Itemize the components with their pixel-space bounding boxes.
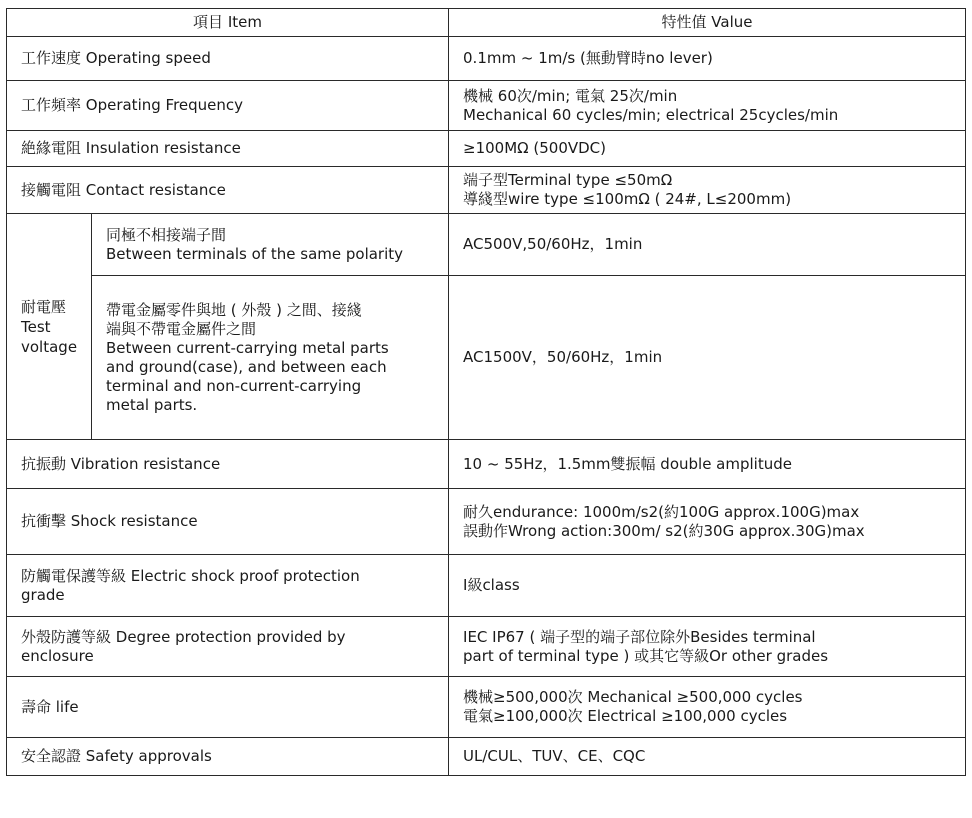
row-shock-proof-grade (7, 555, 966, 617)
item-same-polarity (92, 214, 449, 276)
item-line: 同極不相接端子間 (106, 225, 227, 244)
row-test-voltage-same-polarity (7, 214, 966, 276)
item-line: enclosure (21, 646, 94, 665)
value-shock-resistance (449, 489, 966, 555)
value-safety-approvals: UL/CUL、TUV、CE、CQC (449, 738, 966, 776)
value-same-polarity: AC500V,50/60Hz，1min (449, 214, 966, 276)
value-line: IEC IP67 ( 端子型的端子部位除外Besides terminal (463, 627, 816, 646)
table-header-row (7, 9, 966, 37)
value-shock-proof-grade: Ⅰ級class (449, 555, 966, 617)
row-insulation-resistance (7, 131, 966, 167)
value-ground: AC1500V，50/60Hz，1min (449, 276, 966, 440)
item-operating-frequency: 工作頻率 Operating Frequency (7, 81, 449, 131)
item-line: 防觸電保護等級 Electric shock proof protection (21, 566, 360, 585)
row-shock-resistance (7, 489, 966, 555)
item-line: and ground(case), and between each (106, 357, 387, 376)
test-voltage-label: Test (21, 317, 51, 336)
item-safety-approvals: 安全認證 Safety approvals (7, 738, 449, 776)
value-operating-speed: 0.1mm ~ 1m/s (無動臂時no lever) (449, 37, 966, 81)
item-line: terminal and non-current-carrying (106, 376, 362, 395)
row-operating-speed (7, 37, 966, 81)
row-contact-resistance (7, 167, 966, 214)
item-life: 壽命 life (7, 677, 449, 738)
value-vibration-resistance: 10 ~ 55Hz，1.5mm雙振幅 double amplitude (449, 440, 966, 489)
item-line: Between terminals of the same polarity (106, 244, 404, 263)
value-line: 耐久endurance: 1000m/s2(約100G approx.100G)max (463, 502, 860, 521)
value-insulation-resistance: ≥100MΩ (500VDC) (449, 131, 966, 167)
value-enclosure-protection (449, 617, 966, 677)
value-line: 誤動作Wrong action:300m/ s2(約30G approx.30G)max (463, 521, 865, 540)
item-enclosure-protection (7, 617, 449, 677)
value-life (449, 677, 966, 738)
row-safety-approvals (7, 738, 966, 776)
row-vibration-resistance (7, 440, 966, 489)
header-value: 特性值 Value (449, 9, 966, 37)
value-line: 電氣≥100,000次 Electrical ≥100,000 cycles (463, 707, 788, 725)
item-operating-speed: 工作速度 Operating speed (7, 37, 449, 81)
item-line: 外殼防護等級 Degree protection provided by (21, 627, 346, 646)
row-enclosure-protection (7, 617, 966, 677)
test-voltage-label: voltage (21, 337, 78, 356)
value-contact-resistance (449, 167, 966, 214)
row-test-voltage-ground (7, 276, 966, 440)
value-line: 導綫型wire type ≤100mΩ ( 24#, L≤200mm) (463, 190, 792, 208)
value-line: 端子型Terminal type ≤50mΩ (463, 171, 673, 189)
test-voltage-label: 耐電壓 (21, 297, 67, 316)
item-line: 帶電金屬零件與地 ( 外殼 ) 之間、接綫 (106, 300, 362, 319)
item-shock-proof-grade (7, 555, 449, 617)
header-item: 項目 Item (7, 9, 449, 37)
item-line: Between current-carrying metal parts (106, 338, 389, 357)
item-insulation-resistance: 絶緣電阻 Insulation resistance (7, 131, 449, 167)
value-line: 機械≥500,000次 Mechanical ≥500,000 cycles (463, 688, 803, 706)
item-line: grade (21, 585, 65, 604)
value-operating-frequency (449, 81, 966, 131)
item-line: metal parts. (106, 395, 198, 414)
specification-table (6, 8, 966, 776)
value-line: Mechanical 60 cycles/min; electrical 25cycles/min (463, 105, 839, 124)
item-vibration-resistance: 抗振動 Vibration resistance (7, 440, 449, 489)
row-operating-frequency (7, 81, 966, 131)
item-test-voltage (7, 214, 92, 440)
row-life (7, 677, 966, 738)
item-line: 端與不帶電金屬件之間 (106, 319, 257, 338)
item-ground (92, 276, 449, 440)
item-shock-resistance: 抗衝擊 Shock resistance (7, 489, 449, 555)
value-line: part of terminal type ) 或其它等級Or other grades (463, 646, 829, 665)
item-contact-resistance: 接觸電阻 Contact resistance (7, 167, 449, 214)
value-line: 機械 60次/min; 電氣 25次/min (463, 86, 678, 105)
